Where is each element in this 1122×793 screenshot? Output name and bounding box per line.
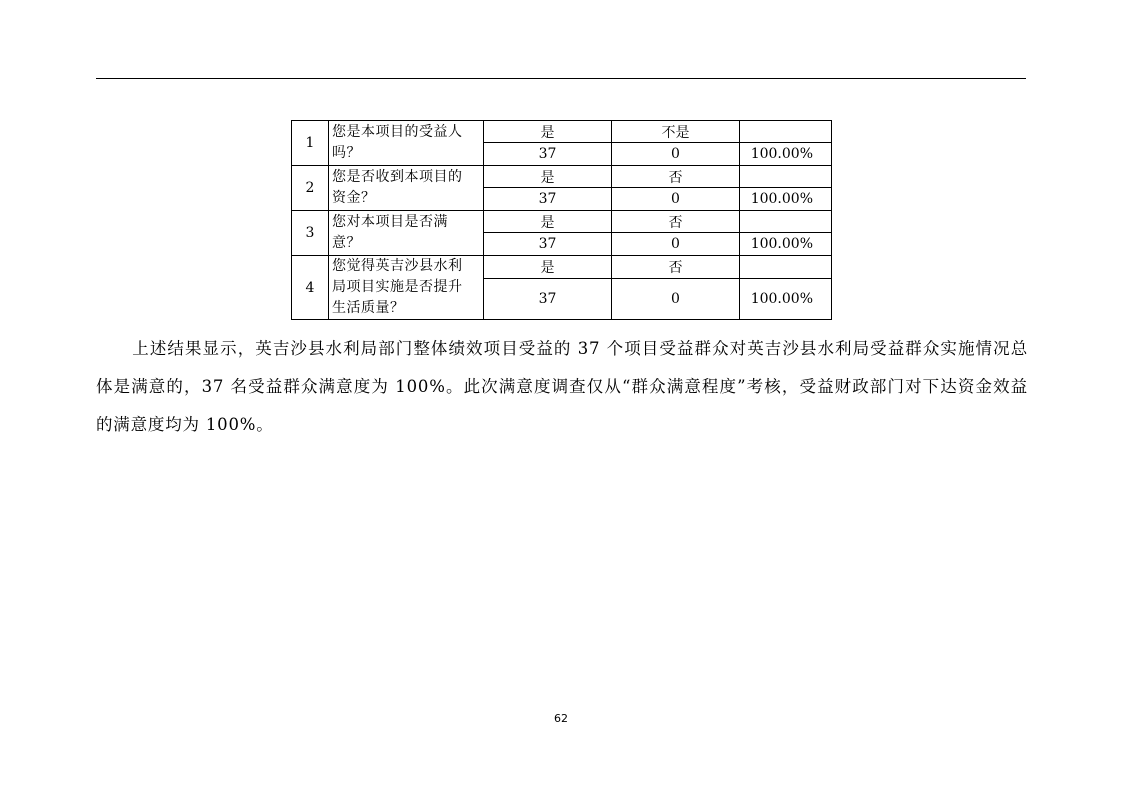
body-paragraph: 上述结果显示，英吉沙县水利局部门整体绩效项目受益的 37 个项目受益群众对英吉沙县水利局受益群众实施情况总体是满意的，37 名受益群众满意度为 100%。此次满意度调查仅从“群众满意程度”考核，受益财政部门对下达资金效益的满意度均为 100%。 — [96, 339, 1028, 434]
percent-cell: 100.00% — [740, 279, 832, 320]
header-rule — [96, 78, 1026, 79]
count-no-cell: 0 — [612, 233, 740, 256]
percent-cell: 100.00% — [740, 233, 832, 256]
option-yes-cell: 是 — [484, 256, 612, 279]
blank-cell — [740, 121, 832, 143]
row-number: 4 — [292, 256, 329, 320]
row-number: 3 — [292, 211, 329, 256]
count-yes-cell: 37 — [484, 279, 612, 320]
option-yes-cell: 是 — [484, 211, 612, 233]
question-cell: 您是否收到本项目的 资金？ — [329, 166, 484, 211]
option-yes-cell: 是 — [484, 121, 612, 143]
option-yes-cell: 是 — [484, 166, 612, 188]
count-no-cell: 0 — [612, 279, 740, 320]
option-no-cell: 否 — [612, 211, 740, 233]
body-text — [96, 330, 1028, 444]
option-no-cell: 否 — [612, 256, 740, 279]
count-yes-cell: 37 — [484, 143, 612, 166]
survey-table — [291, 120, 832, 320]
option-no-cell: 否 — [612, 166, 740, 188]
table-row — [292, 121, 832, 143]
table-row — [292, 166, 832, 188]
blank-cell — [740, 256, 832, 279]
count-no-cell: 0 — [612, 188, 740, 211]
option-no-cell: 不是 — [612, 121, 740, 143]
blank-cell — [740, 166, 832, 188]
percent-cell: 100.00% — [740, 188, 832, 211]
page-number: 62 — [554, 712, 568, 725]
table-row — [292, 256, 832, 279]
count-yes-cell: 37 — [484, 233, 612, 256]
percent-cell: 100.00% — [740, 143, 832, 166]
table-row — [292, 211, 832, 233]
row-number: 2 — [292, 166, 329, 211]
blank-cell — [740, 211, 832, 233]
question-cell: 您是本项目的受益人 吗？ — [329, 121, 484, 166]
count-yes-cell: 37 — [484, 188, 612, 211]
question-cell: 您觉得英吉沙县水利 局项目实施是否提升 生活质量？ — [329, 256, 484, 320]
row-number: 1 — [292, 121, 329, 166]
question-cell: 您对本项目是否满 意？ — [329, 211, 484, 256]
count-no-cell: 0 — [612, 143, 740, 166]
